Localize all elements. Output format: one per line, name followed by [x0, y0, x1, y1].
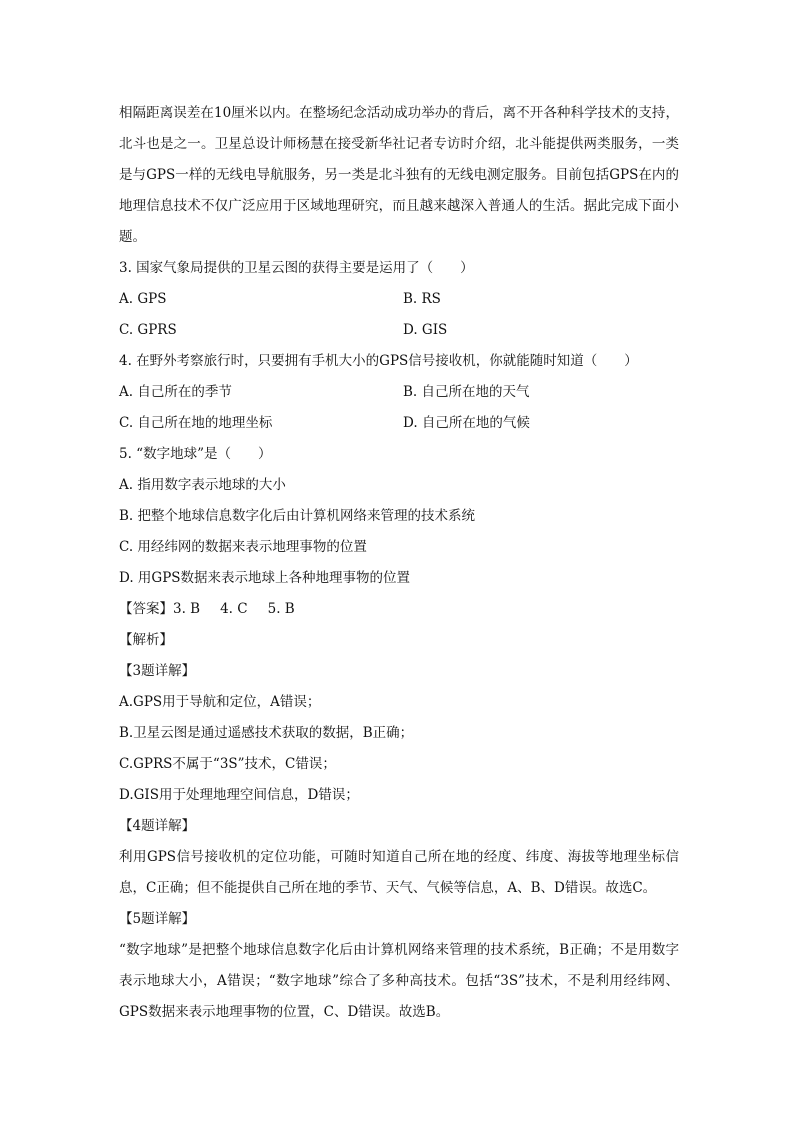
- q5-option-b: B. 把整个地球信息数字化后由计算机网络来管理的技术系统: [119, 508, 476, 524]
- question-3-options-row-1: [119, 284, 679, 315]
- question-4-stem: 4. 在野外考察旅行时，只要拥有手机大小的GPS信号接收机，你就能随时知道（ ）: [119, 353, 638, 369]
- detail-3-line: D.GIS用于处理地理空间信息，D错误；: [119, 787, 359, 803]
- detail-3-line: B.卫星云图是通过遥感技术获取的数据，B正确；: [119, 725, 414, 741]
- q4-option-d: D. 自己所在地的气候: [403, 415, 530, 431]
- q5-option-c: C. 用经纬网的数据来表示地理事物的位置: [119, 539, 367, 555]
- question-5-stem: 5. “数字地球”是（ ）: [119, 446, 272, 462]
- answer-item: 4. C: [220, 601, 248, 617]
- detail-3-heading: 【3题详解】: [119, 663, 196, 679]
- detail-5-heading: 【5题详解】: [119, 911, 196, 927]
- q4-option-c: C. 自己所在地的地理坐标: [119, 415, 273, 431]
- document-page: [119, 98, 679, 1028]
- detail-3-line: A.GPS用于导航和定位，A错误；: [119, 694, 321, 710]
- detail-3-line: C.GPRS不属于“3S”技术，C错误；: [119, 756, 336, 772]
- detail-4-text: 利用GPS信号接收机的定位功能，可随时知道自己所在地的经度、纬度、海拔等地理坐标信息，C正确；但不能提供自己所在地的季节、天气、气候等信息，A、B、D错误。故选C。: [119, 849, 679, 896]
- question-4-options-row-1: [119, 377, 679, 408]
- answer-item: 5. B: [267, 601, 295, 617]
- detail-5-text: “数字地球”是把整个地球信息数字化后由计算机网络来管理的技术系统，B正确；不是用数字表示地球大小，A错误；“数字地球”综合了多种高技术。包括“3S”技术，不是利用经纬网、GPS数据来表示地理事物的位置，C、D错误。故选B。: [119, 942, 679, 1020]
- intro-passage: 相隔距离误差在10厘米以内。在整场纪念活动成功举办的背后，离不开各种科学技术的支持，北斗也是之一。卫星总设计师杨慧在接受新华社记者专访时介绍，北斗能提供两类服务，一类是与GPS一样的无线电导航服务，另一类是北斗独有的无线电测定服务。目前包括GPS在内的地理信息技术不仅广泛应用于区域地理研究，而且越来越深入普通人的生活。据此完成下面小题。: [119, 105, 679, 245]
- question-3-options-row-2: [119, 315, 679, 346]
- analysis-label: 【解析】: [119, 632, 173, 648]
- answer-item: 3. B: [173, 601, 201, 617]
- q3-option-a: A. GPS: [119, 291, 167, 307]
- question-3-stem: 3. 国家气象局提供的卫星云图的获得主要是运用了（ ）: [119, 260, 474, 276]
- q3-option-d: D. GIS: [403, 322, 448, 338]
- question-4-options-row-2: [119, 408, 679, 439]
- q5-option-d: D. 用GPS数据来表示地球上各种地理事物的位置: [119, 570, 411, 586]
- q4-option-a: A. 自己所在的季节: [119, 384, 232, 400]
- detail-4-heading: 【4题详解】: [119, 818, 196, 834]
- q5-option-a: A. 指用数字表示地球的大小: [119, 477, 286, 493]
- answer-label: 【答案】: [119, 601, 173, 617]
- answer-line: [119, 594, 679, 625]
- q4-option-b: B. 自己所在地的天气: [403, 384, 530, 400]
- q3-option-b: B. RS: [403, 291, 441, 307]
- q3-option-c: C. GPRS: [119, 322, 177, 338]
